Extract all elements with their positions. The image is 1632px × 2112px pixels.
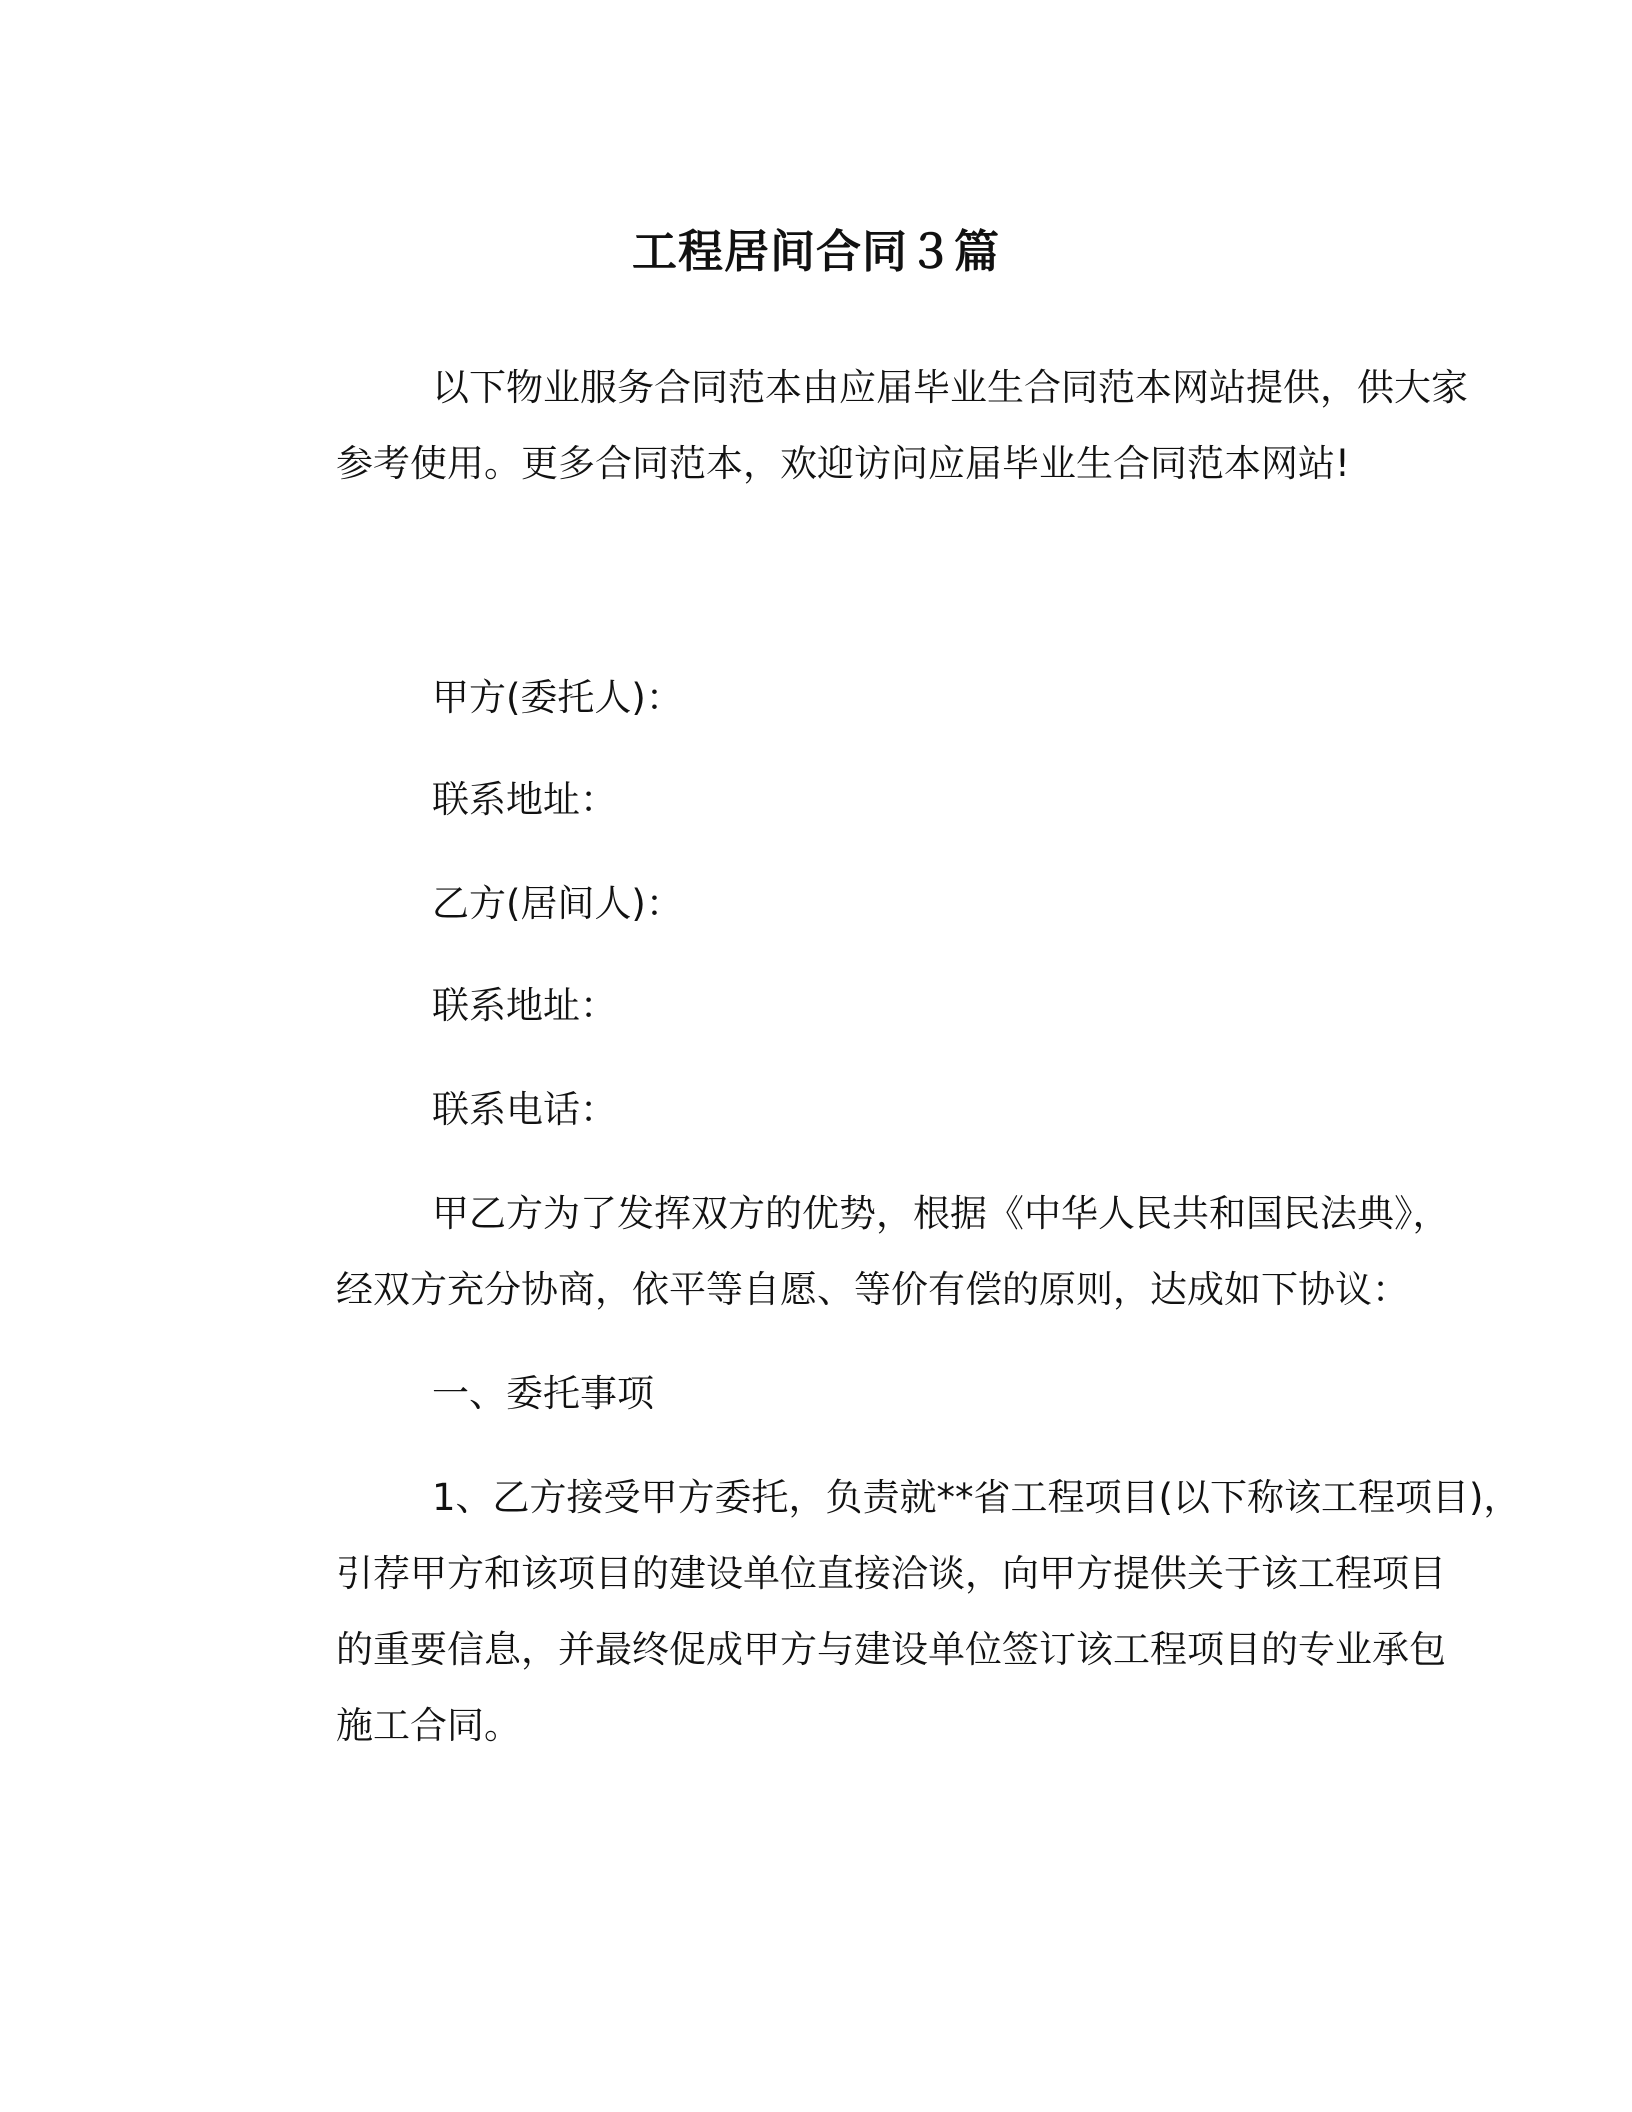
party-b-label (240, 866, 1410, 942)
paragraph-line: 一、委托事项 (432, 1372, 654, 1415)
party-b-address-label (240, 968, 1410, 1044)
paragraph-line: 甲乙方为了发挥双方的优势，根据《中华人民共和国民法典》， (432, 1192, 1450, 1235)
paragraph-line: 引荐甲方和该项目的建设单位直接洽谈，向甲方提供关于该工程项目 (336, 1552, 1446, 1595)
paragraph-line: 乙方(居间人)： (432, 882, 683, 925)
clause-1 (240, 1460, 1521, 1764)
paragraph-line: 参考使用。更多合同范本，欢迎访问应届毕业生合同范本网站! (336, 442, 1350, 485)
party-a-label (240, 660, 1410, 736)
party-a-address-label (240, 762, 1410, 838)
paragraph-line: 联系地址： (432, 984, 617, 1027)
agreement-preamble (240, 1176, 1450, 1328)
paragraph-line: 1、乙方接受甲方委托，负责就**省工程项目(以下称该工程项目)， (432, 1476, 1521, 1519)
paragraph-line: 经双方充分协商，依平等自愿、等价有偿的原则，达成如下协议： (336, 1268, 1409, 1311)
paragraph-line: 以下物业服务合同范本由应届毕业生合同范本网站提供，供大家 (432, 366, 1468, 409)
intro-paragraph (240, 350, 1468, 502)
party-b-phone-label (240, 1072, 1410, 1148)
document-title: 工程居间合同３篇 (631, 225, 1000, 278)
paragraph-line: 联系电话： (432, 1088, 617, 1131)
section-heading (240, 1356, 1410, 1432)
paragraph-line: 甲方(委托人)： (432, 676, 683, 719)
paragraph-line: 施工合同。 (336, 1704, 521, 1747)
paragraph-line: 联系地址： (432, 778, 617, 821)
paragraph-line: 的重要信息，并最终促成甲方与建设单位签订该工程项目的专业承包 (336, 1628, 1446, 1671)
